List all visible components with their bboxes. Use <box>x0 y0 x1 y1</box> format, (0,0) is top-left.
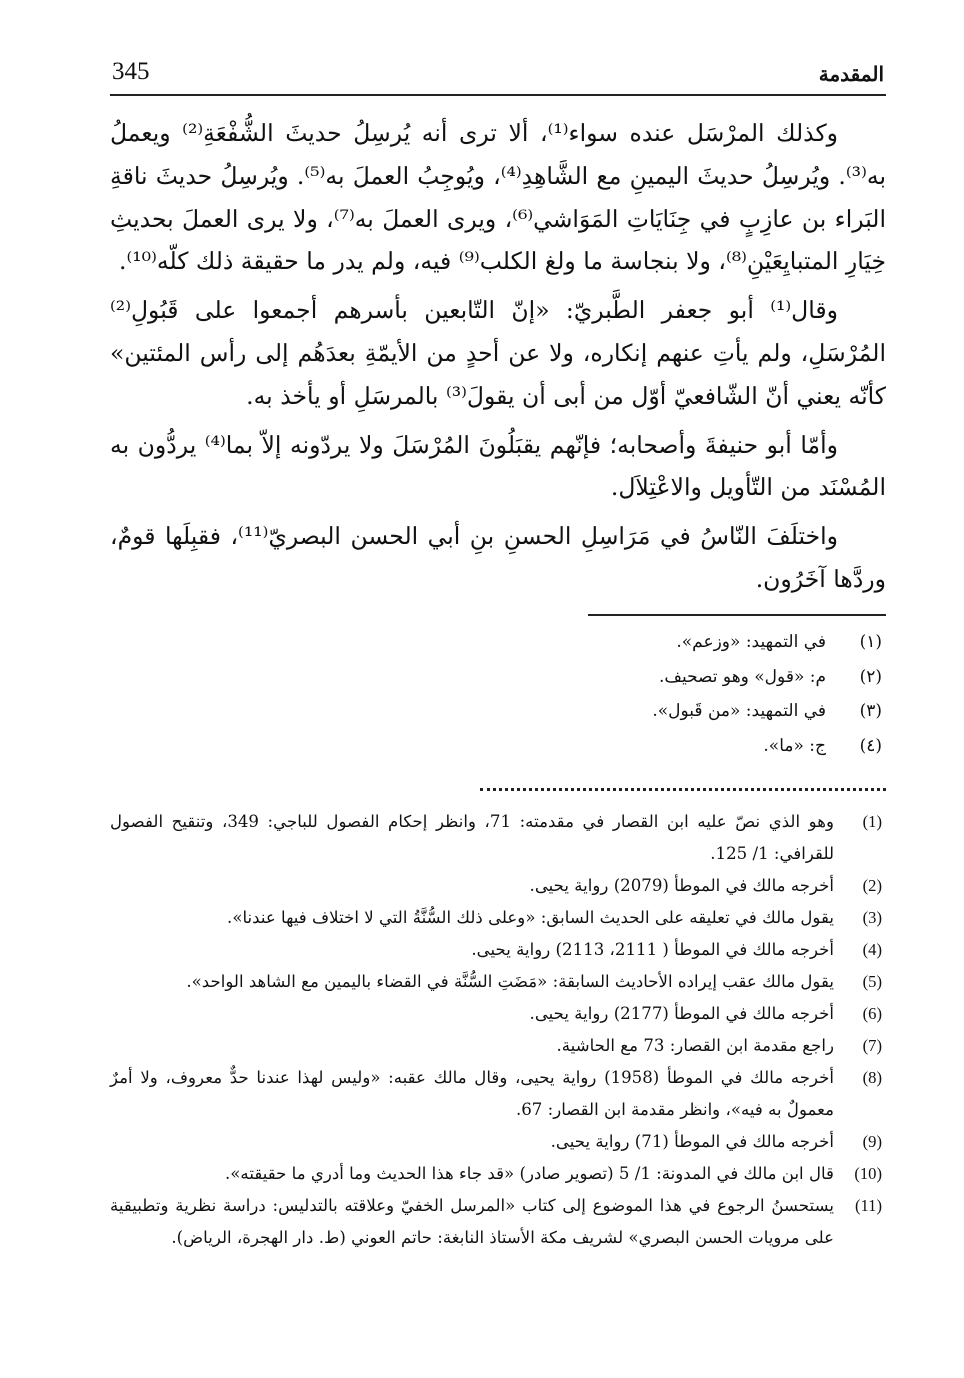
footnote-text: أخرجه مالك في الموطأ (2177) رواية يحيى. <box>529 1004 834 1023</box>
footnote-number: (8) <box>862 1068 882 1087</box>
commentary-footnotes <box>110 806 886 1254</box>
footnote <box>110 1062 886 1126</box>
footnote-number: (٣) <box>859 701 882 721</box>
dotted-separator <box>480 788 886 791</box>
footnote-number: (٢) <box>859 666 882 687</box>
footnote-number: (4) <box>862 940 882 959</box>
footnote <box>110 870 886 902</box>
footnote <box>110 1158 886 1190</box>
footnote-text: يقول مالك في تعليقه على الحديث السابق: «وعلى ذلك السُّنَّةُ التي لا اختلاف فيها عندنا». <box>227 908 834 927</box>
page-number: 345 <box>112 58 150 85</box>
footnote-number: (١) <box>859 632 882 652</box>
footnote-number: (7) <box>862 1036 882 1055</box>
paragraph: وقال⁽¹⁾ أبو جعفر الطَّبريّ: «إنّ التّابعين بأسرهم أجمعوا على قَبُولِ⁽²⁾ المُرْسَلِ، ولم يأتِ عنهم إنكاره، ولا عن أحدٍ من الأيمّةِ بعدَهُم إلى رأس المئتين» كأنّه يعني أنّ الشّافعيّ أوّل من أبى أن يقولَ⁽³⁾ بالمرسَلِ أو يأخذ به. <box>110 296 886 410</box>
footnote-text: أخرجه مالك في الموطأ (2079) رواية يحيى. <box>529 876 834 895</box>
footnote-text: في التمهيد: «وزعم». <box>676 632 826 652</box>
footnote <box>110 998 886 1030</box>
footnote-text: أخرجه مالك في الموطأ (1958) رواية يحيى، وقال مالك عقبه: «وليس لهذا عندنا حدٌّ معروف، ولا أمرٌ معمولٌ به فيه»، وانظر مقدمة ابن القصار: 67. <box>110 1068 835 1119</box>
footnote-number: (9) <box>862 1132 882 1151</box>
footnote-text: يستحسنُ الرجوع في هذا الموضوع إلى كتاب «المرسل الخفيّ وعلاقته بالتدليس: دراسة نظرية وتطبيقية على مرويات الحسن البصري» لشريف مكة الأستاذ النابغة: حاتم العوني (ط. دار الهجرة، الرياض). <box>110 1196 834 1247</box>
footnote <box>110 1030 886 1062</box>
footnote <box>150 694 886 729</box>
footnote-number: (٤) <box>859 735 882 756</box>
footnote-text: وهو الذي نصّ عليه ابن القصار في مقدمته: 71، وانظر إحكام الفصول للباجي: 349، وتنقيح الفصول للقرافي: 1/ 125. <box>110 812 834 863</box>
footnote <box>110 806 886 870</box>
paragraph: واختلَفَ النّاسُ في مَرَاسِلِ الحسنِ بنِ أبي الحسن البصريّ⁽¹¹⁾، فقبِلَها قومٌ، وردَّها آخَرُون. <box>110 522 886 593</box>
footnote-text: قال ابن مالك في المدونة: 1/ 5 (تصوير صادر) «قد جاء هذا الحديث وما أدري ما حقيقته». <box>225 1164 834 1183</box>
footnote-number: (5) <box>862 972 882 991</box>
footnote-number: (1) <box>862 812 882 831</box>
footnote-text: م: «قول» وهو تصحيف. <box>658 666 826 687</box>
footnote-number: (3) <box>862 908 882 927</box>
footnote <box>110 934 886 966</box>
footnote <box>110 1126 886 1158</box>
footnote-number: (10) <box>854 1164 882 1183</box>
footnote-text: أخرجه مالك في الموطأ (71) رواية يحيى. <box>550 1132 834 1151</box>
footnote-text: ج: «ما». <box>763 735 826 756</box>
editor-footnotes <box>150 625 886 763</box>
footnote <box>150 625 886 660</box>
footnote <box>150 729 886 764</box>
footnote <box>110 902 886 934</box>
paragraph: وكذلك المرْسَل عنده سواء⁽¹⁾، ألا ترى أنه يُرسِلُ حديثَ الشُّفْعَةِ⁽²⁾ ويعملُ به⁽³⁾. ويُرسِلُ حديثَ اليمينِ مع الشَّاهِدِ⁽⁴⁾، ويُوجِبُ العملَ به⁽⁵⁾. ويُرسِلُ حديثَ ناقةِ البَراء بن عازِبٍ في جِنَايَاتِ المَوَاشي⁽⁶⁾، ويرى العملَ به⁽⁷⁾، ولا يرى العملَ بحديثِ خِيَارِ المتبايِعَيْنِ⁽⁸⁾، ولا بنجاسة ما ولغ الكلب⁽⁹⁾ فيه، ولم يدر ما حقيقة ذلك كلّه⁽¹⁰⁾. <box>110 119 886 276</box>
footnote <box>110 966 886 998</box>
footnote-number: (11) <box>854 1196 882 1215</box>
footnote-text: في التمهيد: «من قَبول». <box>652 701 826 721</box>
footnote-rule <box>588 614 886 616</box>
main-text <box>110 112 886 607</box>
footnote-text: أخرجه مالك في الموطأ ( 2111، 2113) رواية يحيى. <box>471 940 834 959</box>
footnote-number: (6) <box>862 1004 882 1023</box>
footnote <box>150 660 886 695</box>
running-title: المقدمة <box>818 62 884 86</box>
paragraph: وأمّا أبو حنيفةَ وأصحابه؛ فإنّهم يقبَلُونَ المُرْسَلَ ولا يردّونه إلاّ بما⁽⁴⁾ يردُّون به المُسْنَد من التّأويل والاعْتِلاَل. <box>110 430 886 502</box>
footnote <box>110 1190 886 1254</box>
footnote-text: يقول مالك عقب إيراده الأحاديث السابقة: «مَضَتِ السُّنَّة في القضاء باليمين مع الشاهد الواحد». <box>186 972 834 991</box>
footnote-number: (2) <box>862 876 882 895</box>
header-rule <box>110 94 886 96</box>
footnote-text: راجع مقدمة ابن القصار: 73 مع الحاشية. <box>556 1036 834 1055</box>
